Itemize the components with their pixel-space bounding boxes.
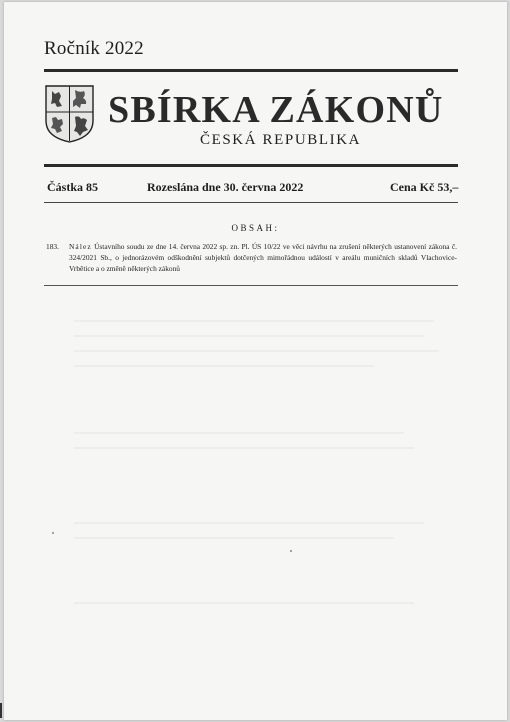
contents-heading: OBSAH:	[231, 223, 280, 233]
issue-part: Částka 85	[47, 180, 99, 194]
entry-type: Nález	[69, 242, 92, 251]
issue-price: Cena Kč 53,–	[390, 180, 459, 194]
issue-distributed-date: Rozeslána dne 30. června 2022	[147, 180, 304, 194]
top-rule	[44, 69, 458, 72]
gazette-page	[4, 2, 507, 720]
speck	[290, 550, 292, 552]
entry-number: 183.	[46, 242, 59, 251]
header-rule	[44, 164, 458, 167]
contents-end-rule	[44, 285, 458, 286]
meta-rule	[44, 202, 458, 203]
scan-edge-mark	[0, 703, 2, 718]
czech-coat-of-arms-icon	[45, 85, 94, 143]
volume-year: Ročník 2022	[44, 38, 144, 59]
gazette-title: SBÍRKA ZÁKONŮ	[108, 89, 444, 131]
speck	[52, 532, 54, 534]
country-subtitle: ČESKÁ REPUBLIKA	[200, 132, 362, 148]
entry-text	[69, 241, 457, 274]
entry-description: Ústavního soudu ze dne 14. června 2022 sp. zn. Pl. ÚS 10/22 ve věci návrhu na zrušení některých ustanovení zákona č. 324/2021 Sb., o jednorázovém odškodnění subjektů dotčených mimořádnou událostí v areálu muničních skladů Vlachovice-Vrbětice a o změně některých zákonů	[69, 242, 457, 273]
